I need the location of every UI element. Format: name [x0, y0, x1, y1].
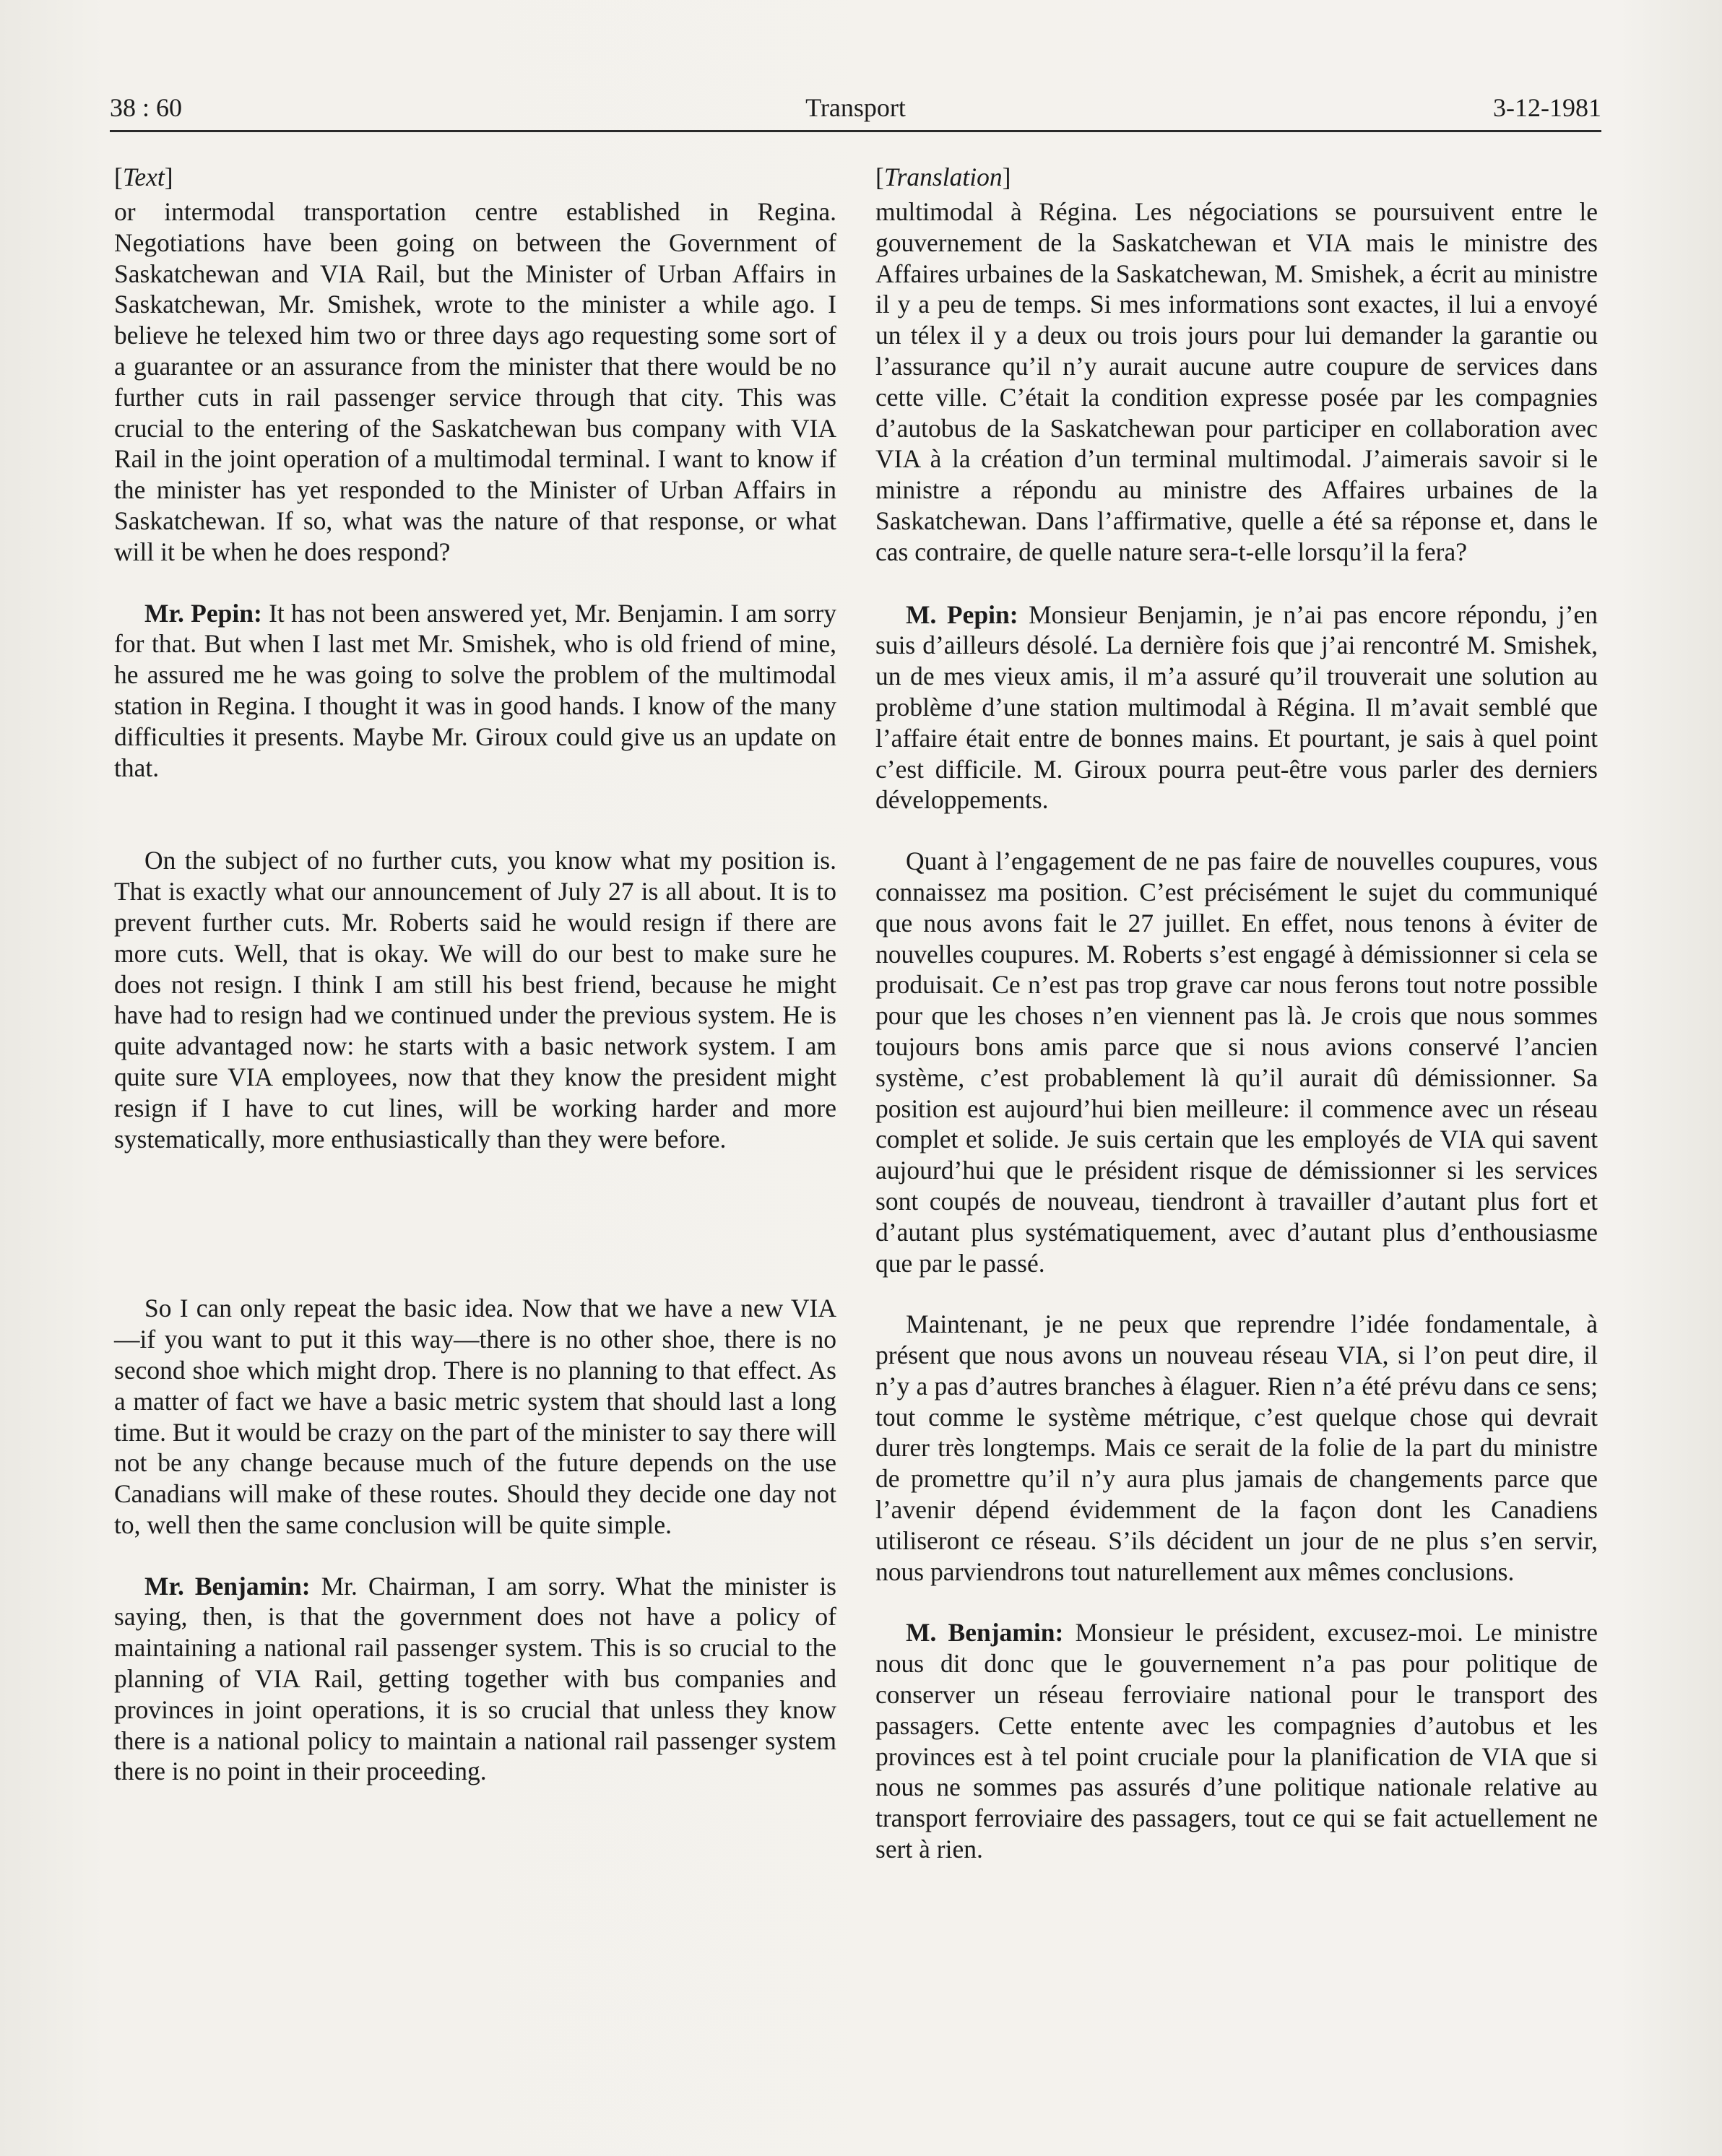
speech-text: Monsieur le président, excusez-moi. Le ministre nous dit donc que le gouvernement n’a pas pour politique de conserver un réseau ferroviaire national pour le transport des passagers. Cette entente avec les compagnies d’autobus et les provinces est à tel point cruciale pour la planification de VIA que si nous ne sommes pas assurés d’une politique nationale relative au transport ferroviaire des passagers, tout ce qui se fait actuellement ne sert à rien.	[875, 1618, 1598, 1864]
speech-text: Monsieur Benjamin, je n’ai pas encore répondu, j’en suis d’ailleurs désolé. La dernière fois que j’ai rencontré M. Smishek, un de mes vieux amis, il m’a assuré qu’il trouverait une solution au problème d’une station multimodal à Régina. Il m’avait semblé que l’affaire était entre de bonnes mains. Et pourtant, je sais à quel point c’est difficile. M. Giroux pourra peut-être vous parler des derniers développements.	[875, 599, 1598, 815]
document-date: 3-12-1981	[1493, 93, 1601, 122]
english-paragraph-3: On the subject of no further cuts, you know what my position is. That is exactly what our announcement of July 27 is all about. It is to prevent further cuts. Mr. Roberts said he would resign if there are more cuts. Well, that is okay. We will do our best to make sure he does not resign. I think I am still his best friend, because he might have had to resign had we continued under the previous system. He is quite advantaged now: he starts with a basic network system. I am quite sure VIA employees, now that they know the president might resign if I have to cut lines, will be working harder and more systematically, more enthusiastically than they were before.	[114, 846, 836, 1153]
french-column	[875, 162, 1598, 1865]
translation-marker-label: Translation	[883, 163, 1003, 191]
page-number: 38 : 60	[110, 93, 183, 122]
french-paragraph-5	[875, 1617, 1598, 1864]
english-paragraph-2	[114, 598, 836, 784]
speech-text: Mr. Chairman, I am sorry. What the minister is saying, then, is that the government does not have a policy of maintaining a national rail passenger system. This is so crucial to the planning of VIA Rail, getting together with bus companies and provinces in joint operations, it is so crucial that unless they know there is a national policy to maintain a national rail passenger system there is no point in their proceeding.	[114, 1571, 836, 1786]
french-paragraph-3: Quant à l’engagement de ne pas faire de nouvelles coupures, vous connaissez ma position. C’est précisément le sujet du communiqué que nous avons fait le 27 juillet. En effet, nous tenons à éviter de nouvelles coupures. M. Roberts s’est engagé à démissionner si cela se produisait. Ce n’est pas trop grave car nous ferons tout notre possible pour que les choses n’en viennent pas là. Je crois que nous sommes toujours bons amis parce que si nous avions conservé l’ancien système, c’est probablement là qu’il aurait dû démissionner. Sa position est aujourd’hui bien meilleure: il commence avec un réseau complet et solide. Je suis certain que les employés de VIA qui savent aujourd’hui que le président risque de démissionner si les services sont coupés de nouveau, tiendront à travailler d’autant plus fort et d’autant plus systématiquement, avec d’autant plus d’enthousiasme que par le passé.	[875, 847, 1598, 1278]
english-paragraph-4: So I can only repeat the basic idea. Now that we have a new VIA—if you want to put it this way—there is no other shoe, there is no second shoe which might drop. There is no planning to that effect. As a matter of fact we have a basic metric system that should last a long time. But it would be crazy on the part of the minister to say there will not be any change because much of the future depends on the use Canadians will make of these routes. Should they decide one day not to, well then the same conclusion will be quite simple.	[114, 1294, 836, 1539]
text-marker: [Text]	[114, 163, 173, 191]
english-paragraph-1: or intermodal transportation centre established in Regina. Negotiations have been going on between the Government of Saskatchewan and VIA Rail, but the Minister of Urban Affairs in Saskatchewan, Mr. Smishek, wrote to the minister a while ago. I believe he telexed him two or three days ago requesting some sort of a guarantee or an assurance from the minister that there would be no further cuts in rail passenger service through that city. This was crucial to the entering of the Saskatchewan bus company with VIA Rail in the joint operation of a multimodal terminal. I want to know if the minister has yet responded to the Minister of Urban Affairs in Saskatchewan. If so, what was the nature of that response, or what will it be when he does respond?	[114, 197, 836, 566]
running-title: Transport	[805, 93, 906, 122]
speaker-name: Mr. Benjamin:	[144, 1571, 311, 1601]
french-paragraph-4: Maintenant, je ne peux que reprendre l’idée fondamentale, à présent que nous avons un nouveau réseau VIA, si l’on peut dire, il n’y a pas d’autres branches à élaguer. Rien n’a été prévu dans ce sens; tout comme le système métrique, c’est quelque chose qui devrait durer très longtemps. Mais ce serait de la folie de la part du ministre de promettre qu’il n’y aura plus jamais de changements parce que l’avenir dépend évidemment de la façon dont les Canadiens utiliseront ce réseau. S’ils décident un jour de ne plus s’en servir, nous parviendrons tout naturellement aux mêmes conclusions.	[875, 1309, 1598, 1586]
speaker-name: Mr. Pepin:	[144, 598, 262, 628]
english-column	[114, 162, 836, 1787]
speaker-name: M. Pepin:	[906, 599, 1018, 629]
french-paragraph-2	[875, 599, 1598, 816]
speech-text: It has not been answered yet, Mr. Benjamin. I am sorry for that. But when I last met Mr. Smishek, who is old friend of mine, he assured me he was going to solve the problem of the multimodal station in Regina. I thought it was in good hands. I know of the many difficulties it presents. Maybe Mr. Giroux could give us an update on that.	[114, 598, 837, 782]
page-header	[110, 85, 1601, 132]
speaker-name: M. Benjamin:	[906, 1618, 1064, 1648]
text-marker-label: Text	[122, 163, 165, 191]
french-paragraph-1: multimodal à Régina. Les négociations se poursuivent entre le gouvernement de la Saskatchewan et VIA mais le ministre des Affaires urbaines de la Saskatchewan, M. Smishek, a écrit au ministre il y a peu de temps. Si mes informations sont exactes, il lui a envoyé un télex il y a deux ou trois jours pour lui demander la garantie ou l’assurance qu’il n’y aurait aucune autre coupure de services dans cette ville. C’était la condition expresse posée par les compagnies d’autobus de la Saskatchewan pour participer en collaboration avec VIA à la création d’un terminal multimodal. J’aimerais savoir si le ministre a répondu au ministre des Affaires urbaines de la Saskatchewan. Dans l’affirmative, quelle a été sa réponse et, dans le cas contraire, de quelle nature sera-t-elle lorsqu’il la fera?	[875, 197, 1598, 566]
translation-marker: [Translation]	[875, 163, 1011, 191]
english-paragraph-5	[114, 1571, 836, 1788]
